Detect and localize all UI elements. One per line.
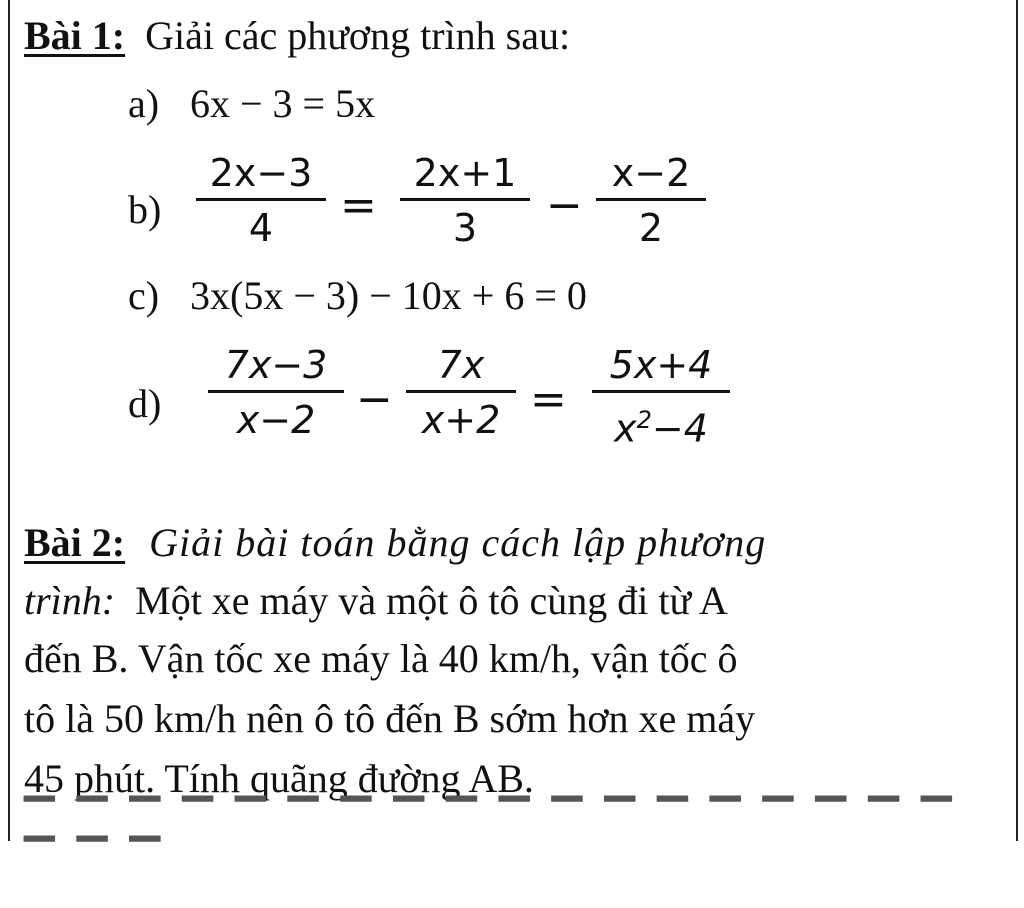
fraction-numerator: 7x [437,343,485,387]
fraction-denominator: 2 [638,206,664,250]
fraction-numerator: x−2 [611,151,691,195]
item-c-label: c) [128,273,160,318]
item-b-label: b) [128,187,162,232]
item-c-equation: 3x(5x − 3) − 10x + 6 = 0 [190,273,587,318]
item-b-fraction-3 [596,150,706,251]
item-b-operator-1: = [340,180,377,231]
fraction-bar [406,390,516,393]
item-d-fraction-2 [406,342,516,443]
fraction-denominator [592,397,730,452]
item-b-fraction-2 [400,150,530,251]
bai2-label: Bài 2: [24,520,126,565]
item-d-fraction-3 [592,342,730,452]
fraction-denominator: x+2 [421,398,501,442]
fraction-bar [596,198,706,201]
item-d-fraction-1 [208,342,344,443]
item-a-equation: 6x − 3 = 5x [190,81,376,126]
bai1-heading [24,12,570,60]
cropped-text-fragment: ▔ ▔ ▔ ▔ ▔ ▔ ▔ ▔ ▔ ▔ ▔ ▔ ▔ ▔ ▔ ▔ ▔ ▔ ▔ ▔ ▔ [24,797,958,882]
right-border [1016,0,1018,841]
fraction-numerator: 7x−3 [224,343,328,387]
cropped-next-line [24,797,1004,882]
fraction-bar [400,198,530,201]
denominator-exponent: 2 [636,406,652,434]
fraction-bar [592,390,730,393]
fraction-denominator: x−2 [236,398,316,442]
item-b-fraction-1 [196,150,326,251]
left-border [8,0,10,841]
fraction-denominator: 4 [248,206,274,250]
bai1-title: Giải các phương trình sau: [145,13,571,58]
item-d-label: d) [128,381,162,426]
bai2-text-1: Một xe máy và một ô tô cùng đi từ A [135,578,728,623]
fraction-denominator: 3 [452,206,478,250]
bai2-line-1 [24,514,1010,572]
item-a-label: a) [128,81,160,126]
bai2-line-4: tô là 50 km/h nên ô tô đến B sớm hơn xe máy [24,696,756,741]
denominator-rest: −4 [651,406,708,451]
bai2-line-5: 45 phút. Tính quãng đường AB. [24,756,534,801]
fraction-bar [196,198,326,201]
bai2-intro-cont: trình: [24,578,116,623]
bai1-label: Bài 1: [24,13,126,58]
fraction-bar [208,390,344,393]
bai2-line-3: đến B. Vận tốc xe máy là 40 km/h, vận tốc ô [24,636,738,681]
fraction-numerator: 2x−3 [209,151,313,195]
fraction-numerator: 5x+4 [609,343,713,387]
item-b-operator-2: − [546,180,583,231]
bai2-line-2 [24,572,1010,630]
item-d-operator-2: = [530,374,567,425]
fraction-numerator: 2x+1 [413,151,517,195]
denominator-base: x [614,406,637,451]
bai2-intro: Giải bài toán bằng cách lập phương [149,520,767,565]
item-d-operator-1: − [356,374,393,425]
